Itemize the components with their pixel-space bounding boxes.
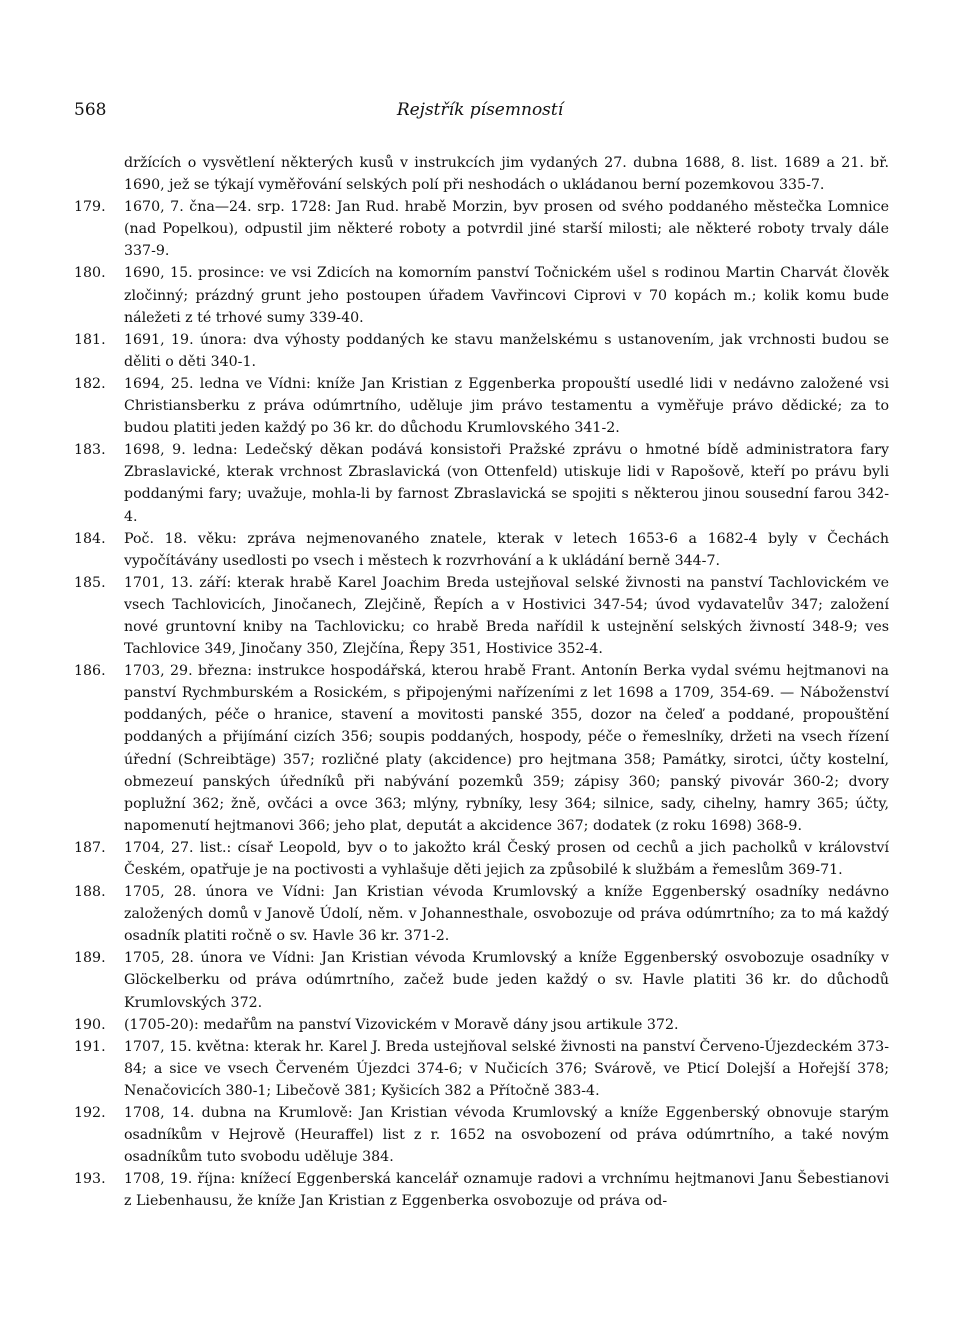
entry-number: 192. xyxy=(74,1105,106,1122)
entry-number: 185. xyxy=(74,574,106,591)
entry-text: 1701, 13. září: kterak hrabě Karel Joachim Breda ustejňoval selské živnosti na panství Tachlovickém ve vsech Tachlovicích, Jinočanech, Zlejčině, Řepích a v Hostivici 347-54; úvod vydavatelův 347; založení nové gruntovní kniby na Tachlovicku; co hrabě Breda nařídil k ustejnění selských živností 348-9; ves Tachlovice 349, Jinočany 350, Zlejčína, Řepy 351, Hostivice 352-4. xyxy=(124,574,889,658)
entry-number: 187. xyxy=(74,839,106,856)
list-item xyxy=(74,572,889,660)
entry-number: 183. xyxy=(74,442,106,459)
entry-text: Poč. 18. věku: zpráva nejmenovaného znatele, kterak v letech 1653-6 a 1682-4 byly v Čechách vypočítávány usedlosti po vsech i městech k rozvrhování a k ukládání berně 344-7. xyxy=(124,530,889,569)
entry-text: 1707, 15. května: kterak hr. Karel J. Breda ustejňoval selské živnosti na panství Červeno-Újezdeckém 373-84; a sice ve vsech Červeném Újezdci 374-6; v Nučicích 376; Svárově, ve Pticí Dolejší a Hořejší 378; Nenačovicích 380-1; Libečově 381; Kyšicích 382 a Přítočně 383-4. xyxy=(124,1038,889,1099)
list-item xyxy=(74,947,889,1013)
entry-text: 1705, 28. února ve Vídni: Jan Kristian vévoda Krumlovský a kníže Eggenberský osvobozuje osadníky v Glöckelberku od práva odúmrtního, začež bude jeden každý o sv. Havle platiti 36 kr. do důchodů Krumlovských 372. xyxy=(124,950,889,1011)
register-entries xyxy=(74,152,889,1213)
list-item xyxy=(74,373,889,439)
entry-number: 191. xyxy=(74,1038,106,1055)
entry-text: 1708, 14. dubna na Krumlově: Jan Kristian vévoda Krumlovský a kníže Eggenberský obnovuje starým osadníkům v Hejrově (Heuraffel) list z r. 1652 na osvobození od práva odúmrtního, a také novým osadníkům tuto svobodu uděluje 384. xyxy=(124,1105,889,1166)
list-item xyxy=(74,660,889,837)
entry-text: 1705, 28. února ve Vídni: Jan Kristian vévoda Krumlovský a kníže Eggenberský osadníky nedávno založených domů v Janově Údolí, něm. v Johannesthale, osvobozuje od práva odúmrtního; za to má každý osadník platiti ročně o sv. Havle 36 kr. 371-2. xyxy=(124,884,889,945)
list-item xyxy=(74,837,889,881)
entry-number: 190. xyxy=(74,1016,106,1033)
entry-number: 179. xyxy=(74,199,106,216)
entry-number: 181. xyxy=(74,331,106,348)
list-item xyxy=(74,152,889,196)
entry-text: 1704, 27. list.: císař Leopold, byv o to jakožto král Český prosen od cechů a jich pacholků v království Českém, opatřuje je na poctivosti a vyhlašuje děti jejich za způsobilé k službám a řemeslům 369-71. xyxy=(124,839,889,878)
entry-text: 1691, 19. února: dva výhosty poddaných ke stavu manželskému s ustanovením, jak vrchnosti budou se děliti o děti 340-1. xyxy=(124,331,889,370)
list-item xyxy=(74,881,889,947)
list-item xyxy=(74,262,889,328)
running-title: Rejstřík písemností xyxy=(396,100,564,120)
list-item xyxy=(74,1102,889,1168)
list-item xyxy=(74,1014,889,1036)
entry-text: 1670, 7. čna—24. srp. 1728: Jan Rud. hrabě Morzin, byv prosen od svého poddaného městečka Lomnice (nad Popelkou), odpustil jim některé roboty a potvrdil jiné starší milosti; ale některé roboty trvaly dále 337-9. xyxy=(124,199,889,260)
entry-number: 186. xyxy=(74,663,106,680)
entry-number: 189. xyxy=(74,950,106,967)
entry-text: 1694, 25. ledna ve Vídni: kníže Jan Kristian z Eggenberka propouští usedlé lidi v nedávno založené vsi Christiansberku z práva odúmrtního, uděluje jim právo testamentu a vyměřuje právo dědické; za to budou platiti jeden každý po 36 kr. do důchodu Krumlovského 341-2. xyxy=(124,375,889,437)
entry-number: 188. xyxy=(74,884,106,901)
entry-number: 184. xyxy=(74,530,106,547)
entry-number: 182. xyxy=(74,375,106,392)
entry-text: 1708, 19. října: knížecí Eggenberská kancelář oznamuje radovi a vrchnímu hejtmanovi Janu Šebestianovi z Liebenhausu, že kníže Jan Kristian z Eggenberka osvobozuje od práva od- xyxy=(124,1171,889,1210)
page-number: 568 xyxy=(74,100,107,120)
entry-text: 1698, 9. ledna: Ledečský děkan podává konsistoři Pražské zprávu o hmotné bídě administratora fary Zbraslavické, kterak vrchnost Zbraslavická (von Ottenfeld) utiskuje lidi v Rapošově, kteří po právu byli poddanými fary; uvažuje, mohla-li by farnost Zbraslavická se spojiti s některou jinou sousední farou 342-4. xyxy=(124,442,889,525)
list-item xyxy=(74,528,889,572)
entry-text: 1690, 15. prosince: ve vsi Zdicích na komorním panství Točnickém ušel s rodinou Martin Charvát člověk zločinný; prázdný grunt jeho postoupen úřadem Vavřincovi Ciprovi v 70 kopách m.; kolik komu bude náležeti z té trhové sumy 339-40. xyxy=(124,265,889,326)
list-item xyxy=(74,329,889,373)
list-item xyxy=(74,1036,889,1102)
list-item xyxy=(74,439,889,527)
page-header xyxy=(74,100,886,124)
entry-number: 193. xyxy=(74,1171,106,1188)
entry-text: držících o vysvětlení některých kusů v instrukcích jim vydaných 27. dubna 1688, 8. list. 1689 a 21. bř. 1690, jež se týkají vyměřování selských polí při neshodách o ukládanou berní pozemkovou 335-7. xyxy=(124,155,889,194)
list-item xyxy=(74,1168,889,1212)
list-item xyxy=(74,196,889,262)
entry-text: (1705-20): medařům na panství Vizovickém v Moravě dány jsou artikule 372. xyxy=(124,1016,679,1033)
entry-text: 1703, 29. března: instrukce hospodářská, kterou hrabě Frant. Antonín Berka vydal svému hejtmanovi na panství Rychmburském a Rosickém, s připojenými nařízeními z let 1698 a 1709, 354-69. — Náboženství poddaných, péče o hranice, stavení a movitosti panské 355, dozor na čeleď a poddané, propouštění poddaných a přijímání cizích 356; soupis poddaných, hospody, péče o řemeslníky, držeti na vsech řízení úřední (Schreibtäge) 357; rozličné platy (akcidence) pro hejtmana 358; Památky, sirotci, účty kostelní, obmezeuí panských úředníků při nabývání pozemků 359; zápisy 360; panský pivovár 360-2; dvory poplužní 362; žně, ovčáci a ovce 363; mlýny, rybníky, lesy 364; silnice, sady, cihelny, hamry 365; účty, napomenutí hejtmanovi 366; jeho plat, deputát a akcidence 367; dodatek (z roku 1698) 368-9. xyxy=(124,663,889,834)
entry-number: 180. xyxy=(74,265,106,282)
